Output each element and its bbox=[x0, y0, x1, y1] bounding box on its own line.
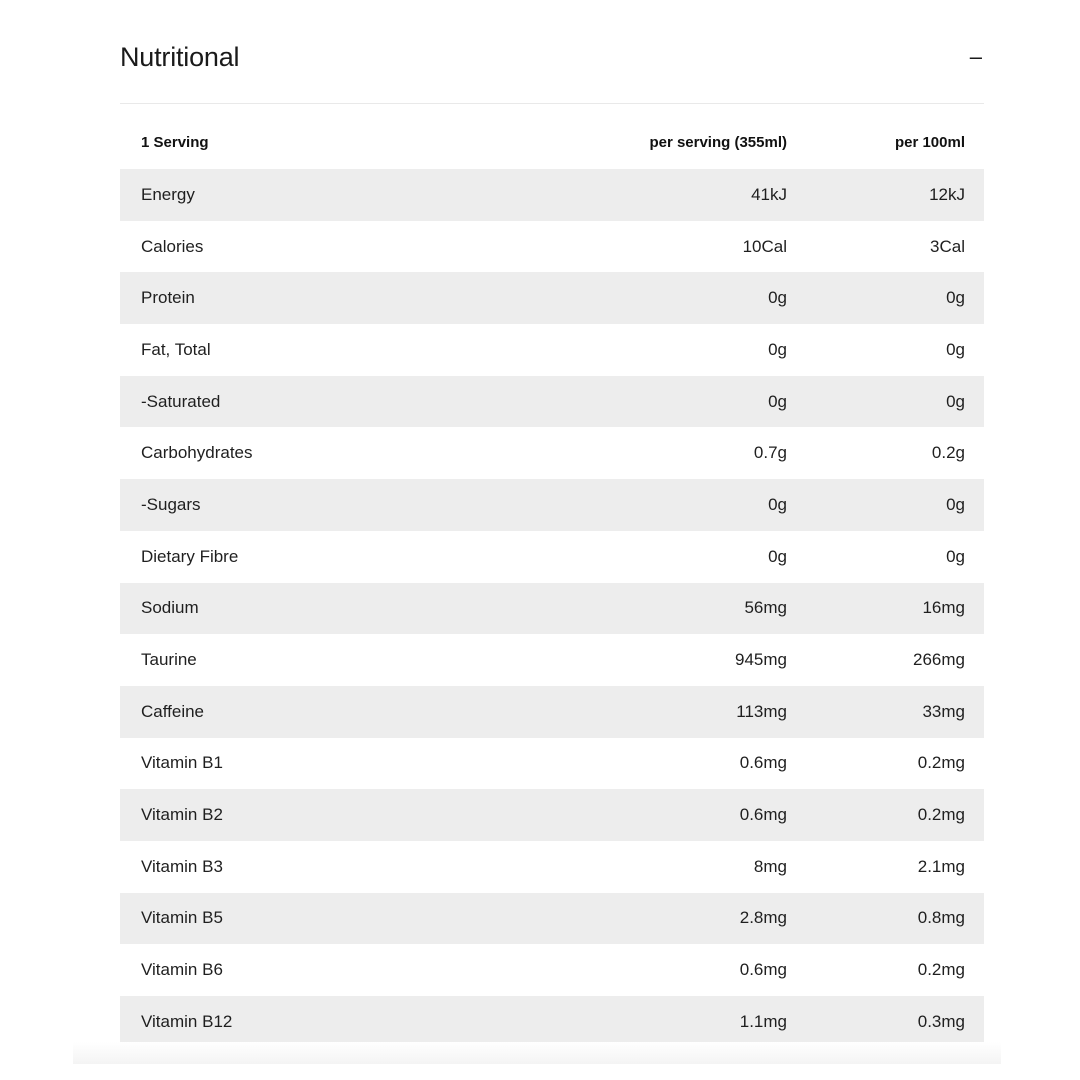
per-100ml-value: 33mg bbox=[922, 701, 965, 721]
nutritional-accordion bbox=[120, 30, 984, 1048]
table-row bbox=[120, 272, 984, 324]
per-100ml-value: 0g bbox=[946, 546, 965, 566]
accordion-header[interactable] bbox=[120, 30, 984, 84]
per-100ml-value: 0g bbox=[946, 391, 965, 411]
per-serving-value: 8mg bbox=[753, 856, 787, 876]
column-header-serving: 1 Serving bbox=[141, 133, 209, 151]
collapse-icon[interactable]: – bbox=[969, 44, 982, 69]
nutrient-name: Carbohydrates bbox=[141, 443, 253, 463]
per-serving-value: 945mg bbox=[735, 650, 787, 670]
column-header-per-100ml: per 100ml bbox=[894, 133, 965, 151]
column-header-per-serving: per serving (355ml) bbox=[649, 133, 787, 151]
per-serving-value: 0g bbox=[768, 339, 787, 359]
table-row bbox=[120, 738, 984, 790]
divider bbox=[120, 103, 984, 104]
nutrient-name: Fat, Total bbox=[141, 339, 211, 359]
per-100ml-value: 12kJ bbox=[929, 184, 965, 204]
per-serving-value: 0.6mg bbox=[739, 753, 787, 773]
table-row bbox=[120, 893, 984, 945]
nutrient-name: Vitamin B1 bbox=[141, 753, 223, 773]
per-serving-value: 2.8mg bbox=[739, 908, 787, 928]
nutrient-name: Vitamin B3 bbox=[141, 856, 223, 876]
per-serving-value: 56mg bbox=[744, 598, 787, 618]
per-100ml-value: 3Cal bbox=[930, 236, 965, 256]
nutrient-name: Vitamin B12 bbox=[141, 1011, 233, 1031]
per-100ml-value: 0.2g bbox=[931, 443, 965, 463]
per-100ml-value: 0.8mg bbox=[917, 908, 965, 928]
per-serving-value: 10Cal bbox=[742, 236, 787, 256]
per-serving-value: 0.6mg bbox=[739, 960, 787, 980]
table-row bbox=[120, 376, 984, 428]
nutrient-name: Sodium bbox=[141, 598, 199, 618]
table-row bbox=[120, 944, 984, 996]
nutrient-name: Calories bbox=[141, 236, 204, 256]
per-100ml-value: 0.3mg bbox=[917, 1011, 965, 1031]
table-row bbox=[120, 169, 984, 221]
table-row bbox=[120, 634, 984, 686]
table-row bbox=[120, 531, 984, 583]
table-row bbox=[120, 841, 984, 893]
nutrient-name: Vitamin B5 bbox=[141, 908, 223, 928]
table-row bbox=[120, 479, 984, 531]
table-row bbox=[120, 221, 984, 273]
table-row bbox=[120, 996, 984, 1048]
per-100ml-value: 0.2mg bbox=[917, 753, 965, 773]
nutrient-name: Vitamin B6 bbox=[141, 960, 223, 980]
per-serving-value: 1.1mg bbox=[739, 1011, 787, 1031]
nutrient-name: -Sugars bbox=[141, 494, 201, 514]
table-header-row bbox=[120, 115, 984, 169]
table-row bbox=[120, 324, 984, 376]
nutrient-name: Taurine bbox=[141, 650, 197, 670]
per-serving-value: 0g bbox=[768, 546, 787, 566]
per-serving-value: 0.7g bbox=[753, 443, 787, 463]
table-row bbox=[120, 686, 984, 738]
table-row bbox=[120, 427, 984, 479]
per-100ml-value: 266mg bbox=[913, 650, 965, 670]
per-100ml-value: 0g bbox=[946, 494, 965, 514]
per-serving-value: 113mg bbox=[736, 701, 787, 721]
per-serving-value: 0.6mg bbox=[739, 805, 787, 825]
table-body bbox=[120, 169, 984, 1048]
per-serving-value: 0g bbox=[768, 288, 787, 308]
accordion-title: Nutritional bbox=[120, 41, 240, 72]
nutrient-name: Caffeine bbox=[141, 701, 205, 721]
per-serving-value: 0g bbox=[768, 494, 787, 514]
per-100ml-value: 0g bbox=[946, 288, 965, 308]
per-100ml-value: 0.2mg bbox=[917, 960, 965, 980]
per-100ml-value: 2.1mg bbox=[917, 856, 965, 876]
bottom-fade bbox=[73, 1042, 1001, 1064]
nutrient-name: -Saturated bbox=[141, 391, 221, 411]
nutrient-name: Protein bbox=[141, 288, 195, 308]
table-row bbox=[120, 789, 984, 841]
per-100ml-value: 0.2mg bbox=[917, 805, 965, 825]
per-100ml-value: 0g bbox=[946, 339, 965, 359]
per-100ml-value: 16mg bbox=[922, 598, 965, 618]
per-serving-value: 41kJ bbox=[751, 184, 787, 204]
nutrient-name: Dietary Fibre bbox=[141, 546, 239, 566]
per-serving-value: 0g bbox=[768, 391, 787, 411]
nutrient-name: Vitamin B2 bbox=[141, 805, 223, 825]
nutrition-table bbox=[120, 115, 984, 1048]
table-row bbox=[120, 583, 984, 635]
nutrient-name: Energy bbox=[141, 184, 195, 204]
